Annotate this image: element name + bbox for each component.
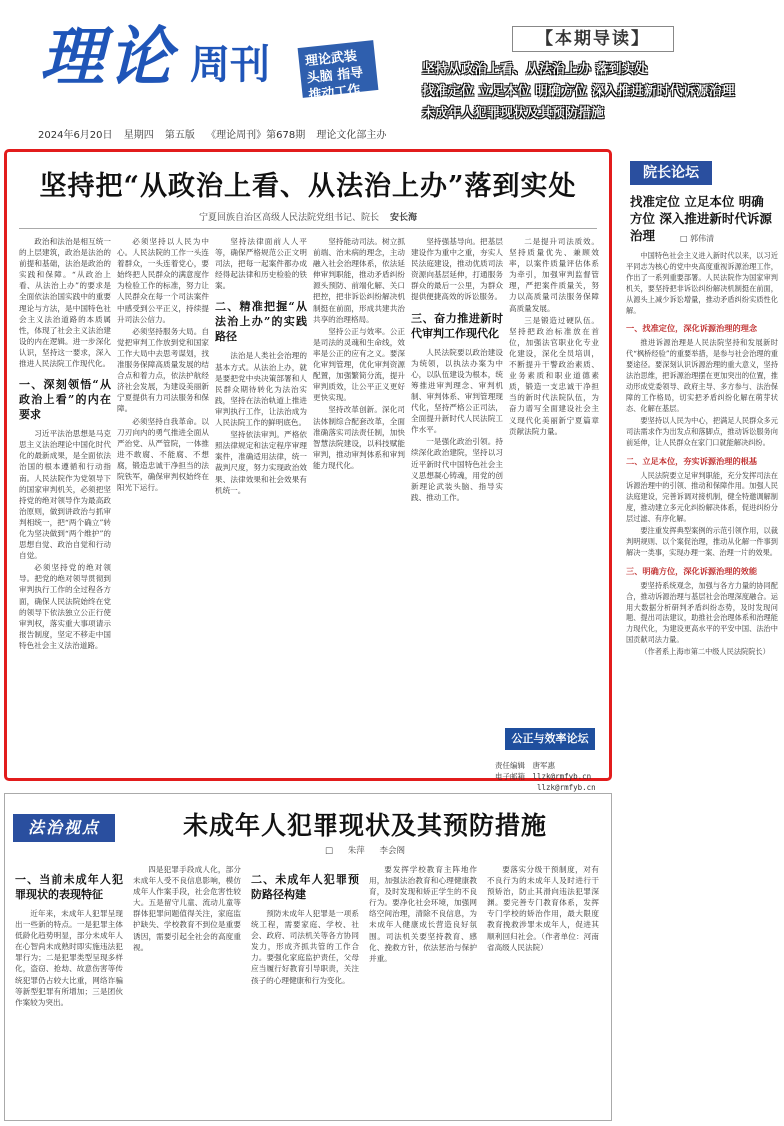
- article-column: [313, 236, 405, 776]
- main-byline: [7, 210, 609, 223]
- article-column: [19, 236, 111, 776]
- forum-badge: 公正与效率论坛: [505, 728, 595, 750]
- paragraph: 四是犯罪手段成人化，部分未成年人受不良信息影响，模仿成年人作案手段，社会危害性较大。五是留守儿童、流动儿童等群体犯罪问题值得关注，家庭监护缺失、学校教育不到位是重要诱因，需要引起全社会的高度重视。: [133, 865, 241, 952]
- article-column: [509, 236, 599, 722]
- editor-email[interactable]: llzk@rmfyb.cn: [532, 772, 592, 781]
- article-column: [411, 236, 503, 776]
- paragraph: 必须坚持党的绝对领导。把党的绝对领导贯彻到审判执行工作的全过程各方面，确保人民法院始终在党的领导下依法独立公正行使审判权，落实重大事项请示报告制度，坚定不移走中国特色社会主义法治道路。: [19, 563, 111, 650]
- article-column: [15, 864, 123, 1114]
- divider: [19, 228, 597, 229]
- issue-number: 《理论周刊》第678期: [206, 130, 306, 141]
- paragraph: 要发挥学校教育主阵地作用，加强法治教育和心理健康教育，及时发现和矫正学生的不良行为。要净化社会环境，加强网络空间治理，清除不良信息，为未成年人健康成长营造良好氛围。司法机关要坚持教育、感化、挽救方针，依法惩治与保护并重。: [369, 865, 477, 963]
- issue-sponsor: 理论文化部主办: [316, 130, 387, 141]
- section-heading: 一、深刻领悟“从政治上看”的内在要求: [19, 378, 111, 422]
- editor-info: [495, 760, 605, 793]
- paragraph: 政治和法治是相互统一的上层建筑，政治是法治的前提和基础，法治是政治的实践和保障。“从政治上看、从法治上办”的要求是全面依法治国实践中的重要理论与方法，是中国特色社会主义法治道路的本质属性，体现了社会主义法治建设的内在逻辑。进一步深化认识，坚持这一要求，深入推进人民法院工作现代化。: [19, 237, 111, 369]
- byline-org: 宁夏回族自治区高级人民法院党组书记、院长: [199, 213, 380, 223]
- paragraph: 要注重发挥典型案例的示范引领作用，以裁判明规则、以个案促治理，推动从化解一件事到解决一类事，实现办理一案、治理一片的效果。: [626, 526, 778, 557]
- byline-author: 安长海: [389, 213, 417, 223]
- sidebar-author: □ 郭伟清: [680, 234, 715, 243]
- main-headline[interactable]: 坚持把“从政治上看、从法治上办”落到实处: [39, 171, 577, 202]
- email-label: 电子邮箱: [495, 772, 525, 781]
- preview-line[interactable]: 未成年人犯罪现状及其预防措施: [422, 106, 605, 121]
- paragraph: 近年来，未成年人犯罪呈现出一些新的特点。一是犯罪主体低龄化趋势明显，部分未成年人在心智尚未成熟时即实施违法犯罪行为；二是犯罪类型呈现多样化，盗窃、抢劫、故意伤害等传统犯罪仍占较大比重，网络诈骗等新型犯罪有所增加；三是团伙作案较为突出。: [15, 909, 123, 1007]
- paragraph: 人民法院要以政治建设为统领，以执法办案为中心，以队伍建设为根本，统筹推进审判理念、审判机制、审判体系、审判管理现代化，坚持严格公正司法，全面提升新时代人民法院工作水平。: [411, 347, 503, 435]
- editor-email[interactable]: llzk@rmfyb.cn: [537, 783, 596, 792]
- preview-line[interactable]: 找准定位 立足本位 明确方位 深入推进新时代诉源治理: [422, 84, 735, 99]
- sidebar-headline[interactable]: 找准定位 立足本位 明确方位 深入推进新时代诉源治理: [630, 194, 772, 243]
- bottom-byline: [155, 844, 575, 856]
- paragraph: 习近平法治思想是马克思主义法治理论中国化时代化的最新成果，是全面依法治国的根本遵循和行动指南。人民法院作为党领导下的国家审判机关，必须把坚持党的绝对领导作为最高政治原则，做到讲政治与抓审判相统一，把“两个确立”转化为坚决做到“两个维护”的思想自觉、政治自觉和行动自觉。: [19, 429, 111, 561]
- issue-page: 第五版: [164, 130, 195, 141]
- paragraph: 必须坚持服务大局。自觉把审判工作放到党和国家工作大局中去思考谋划，找准服务保障高质量发展的结合点和着力点，依法护航经济社会发展，为建设美丽新宁夏提供有力司法服务和保障。: [117, 326, 209, 414]
- paragraph: 推进诉源治理是人民法院坚持和发展新时代“枫桥经验”的重要举措，是参与社会治理的重要途径。要深刻认识诉源治理的重大意义，坚持法治思维，把诉源治理摆在更加突出的位置，推动形成党委领导、政府主导、多方参与、法治保障的工作格局，切实把矛盾纠纷化解在萌芽状态、化解在基层。: [626, 338, 778, 413]
- preview-heading: 【本期导读】: [512, 26, 674, 52]
- section-heading: 一、当前未成年人犯罪现状的表现特征: [15, 873, 123, 901]
- article-column: [487, 864, 599, 1114]
- paragraph: 要落实分级干预制度，对有不良行为的未成年人及时进行干预矫治，防止其滑向违法犯罪深渊。要完善专门教育体系，发挥专门学校的矫治作用，最大限度教育挽救涉罪未成年人，促进其顺利回归社会。（作者单位：河南省高级人民法院）: [487, 865, 599, 952]
- brand-title: 理论: [40, 20, 176, 95]
- section-heading: 二、未成年人犯罪预防路径构建: [251, 873, 359, 901]
- paragraph: 坚持强基导向。把基层建设作为重中之重，夯实人民法庭建设，推动优质司法资源向基层延伸，打通服务群众的最后一公里，为群众提供便捷高效的诉讼服务。: [411, 237, 503, 302]
- issue-preview: [418, 20, 768, 130]
- bottom-article: [4, 793, 612, 1121]
- paragraph: 三是锻造过硬队伍。坚持把政治标准放在首位，加强法官职业化专业化建设，深化全员培训，不断提升干警政治素质、业务素质和职业道德素质，锻造一支忠诚干净担当的新时代法院队伍，为奋力谱写全面建设社会主义现代化美丽新宁夏篇章贡献法院力量。: [509, 315, 599, 436]
- issue-weekday: 星期四: [123, 130, 154, 141]
- byline-mark: □: [325, 846, 334, 856]
- brand-logo: [14, 22, 414, 102]
- article-column: [117, 236, 209, 776]
- byline-author: 朱萍: [347, 846, 365, 856]
- paragraph: 要坚持以人民为中心，把满足人民群众多元司法需求作为出发点和落脚点，推动诉讼服务向前延伸，让人民群众在家门口就能解决纠纷。: [626, 415, 778, 447]
- bottom-headline[interactable]: 未成年人犯罪现状及其预防措施: [182, 811, 547, 840]
- paragraph: 坚持法律面前人人平等，确保严格规范公正文明司法，把每一起案件都办成经得起法律和历史检验的铁案。: [215, 237, 307, 291]
- paragraph: 二是提升司法质效。坚持质量优先、兼顾效率，以案件质量评估体系为牵引，加强审判监督管理，严把案件质量关，努力以高质量司法服务保障高质量发展。: [509, 237, 599, 313]
- paragraph: 坚持依法审判。严格依照法律规定和法定程序审理案件，准确适用法律，统一裁判尺度，努力实现政治效果、法律效果和社会效果有机统一。: [215, 430, 307, 495]
- byline-author: 李会阁: [379, 846, 405, 856]
- preview-line[interactable]: 坚持从政治上看、从法治上办 落到实处: [422, 62, 648, 77]
- masthead: [0, 0, 784, 140]
- section-heading: 二、精准把握“从法治上办”的实践路径: [215, 300, 307, 344]
- article-column: [133, 864, 241, 1114]
- paragraph: 中国特色社会主义进入新时代以来，以习近平同志为核心的党中央高度重视诉源治理工作，作出了一系列重要部署。人民法院作为国家审判机关，要坚持把非诉讼纠纷解决机制挺在前面，从源头上减少诉讼增量，推动矛盾纠纷实质性化解。: [626, 251, 778, 315]
- paragraph: 人民法院要立足审判职能，充分发挥司法在诉源治理中的引领、推动和保障作用。加强人民法庭建设，完善诉调对接机制，健全特邀调解制度，推动建立多元化纠纷解决体系，促进纠纷分层过滤、有序化解。: [626, 470, 778, 524]
- editor-name: 唐军惠: [532, 761, 555, 770]
- paragraph: 要坚持系统观念，加强与各方力量的协同配合，推动诉源治理与基层社会治理深度融合。运用大数据分析研判矛盾纠纷态势，及时发现问题、提出司法建议，助推社会治理体系和治理能力现代化，为建设更高水平的平安中国、法治中国贡献司法力量。: [626, 580, 778, 645]
- paragraph: 法治是人类社会治理的基本方式。从法治上办，就是要把党中央决策部署和人民群众期待转化为法治实践，坚持在法治轨道上推进审判执行工作，让法治成为人民法院工作的鲜明底色。: [215, 351, 307, 428]
- section-heading: 二、立足本位，夯实诉源治理的根基: [626, 455, 758, 466]
- column-tag: 院长论坛: [630, 161, 712, 185]
- article-column: [369, 864, 477, 1114]
- paragraph: （作者系上海市第二中级人民法院院长）: [640, 647, 770, 657]
- column-tag: 法治视点: [13, 814, 115, 842]
- issue-date: 2024年6月20日: [38, 130, 113, 141]
- brand-slogan: 理论武装头脑 指导推动工作: [298, 40, 379, 98]
- editor-label: 责任编辑: [495, 761, 525, 770]
- paragraph: 坚持改革创新。深化司法体制综合配套改革，全面准确落实司法责任制，加快智慧法院建设，以科技赋能审判，推动审判体系和审判能力现代化。: [313, 405, 405, 470]
- sidebar-body: [626, 251, 778, 1119]
- section-heading: 一、找准定位，深化诉源治理的理念: [626, 323, 758, 334]
- article-column: [215, 236, 307, 776]
- sidebar-article: [620, 151, 780, 1121]
- section-heading: 三、奋力推进新时代审判工作现代化: [411, 311, 503, 340]
- paragraph: 预防未成年人犯罪是一项系统工程，需要家庭、学校、社会、政府、司法机关等各方协同发力，形成齐抓共管的工作合力。要强化家庭监护责任，父母应当履行好教育引导职责，关注孩子的心理健康和行为变化。: [251, 909, 359, 985]
- section-heading: 三、明确方位，深化诉源治理的效能: [626, 565, 758, 576]
- article-column: [251, 864, 359, 1114]
- paragraph: 必须坚持以人民为中心。人民法院的工作一头连着群众，一头连着党心，要始终把人民群众的满意度作为检验工作的标准，努力让人民群众在每一个司法案件中感受到公平正义，持续提升司法公信力。: [117, 237, 209, 324]
- paragraph: 必须坚持自我革命。以刀刃向内的勇气推进全面从严治党、从严管院，一体推进不敢腐、不能腐、不想腐，锻造忠诚干净担当的法院铁军，确保审判权始终在阳光下运行。: [117, 416, 209, 493]
- paragraph: 一是强化政治引领。持续深化政治建院，坚持以习近平新时代中国特色社会主义思想凝心铸魂，用党的创新理论武装头脑、指导实践、推动工作。: [411, 437, 503, 502]
- paragraph: 坚持能动司法。树立抓前端、治未病的理念，主动融入社会治理体系，依法延伸审判职能，推动矛盾纠纷源头预防、前端化解、关口把控，把非诉讼纠纷解决机制挺在前面，形成共建共治共享的治理格局。: [313, 237, 405, 324]
- brand-week: 周刊: [190, 41, 270, 88]
- paragraph: 坚持公正与效率。公正是司法的灵魂和生命线，效率是公正的应有之义。要深化审判管理，优化审判资源配置，加强繁简分流，提升审判质效，让公平正义更好更快实现。: [313, 326, 405, 403]
- issue-line: [38, 126, 394, 141]
- main-article: [4, 149, 612, 792]
